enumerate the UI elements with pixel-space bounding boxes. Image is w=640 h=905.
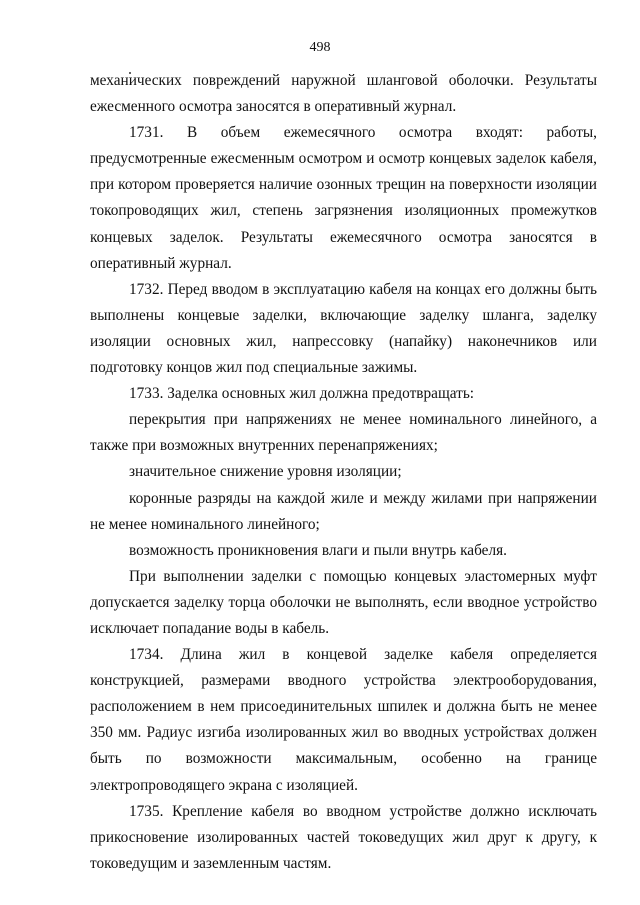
- list-item-moisture: возможность проникновения влаги и пыли внутрь кабеля.: [129, 541, 507, 559]
- list-item-overlap: перекрытия при напряжениях не менее номинального линейного, а также при возможных внутренних перенапряжениях;: [90, 411, 597, 455]
- paragraph-elastomer-sleeves: При выполнении заделки с помощью концевых эластомерных муфт допускается заделку торца оболочки не выполнять, если вводное устройство исключает попадание воды в кабель.: [90, 567, 597, 637]
- list-item-insulation: значительное снижение уровня изоляции;: [129, 463, 402, 481]
- paragraph-1732: 1732. Перед вводом в эксплуатацию кабеля на концах его должны быть выполнены концевые заделки, включающие заделку шланга, заделку изоляции основных жил, напрессовку (напайку) наконечников или подготовку концов жил под специальные зажимы.: [90, 280, 597, 377]
- paragraph-1734: 1734. Длина жил в концевой заделке кабеля определяется конструкцией, размерами вводного устройства электрооборудования, расположением в нем присоединительных шпилек и должна быть не менее 350 мм. Радиус изгиба изолированных жил во вводных устройствах должен быть по возможности максимальным, особенно на границе электропроводящего экрана с изоляцией.: [90, 646, 597, 794]
- page-number: 498: [309, 40, 331, 55]
- paragraph-1731: 1731. В объем ежемесячного осмотра входят: работы, предусмотренные ежесменным осмотром и осмотр концевых заделок кабеля, при котором проверяется наличие озонных трещин на поверхности изоляции токопроводящих жил, степень загрязнения изоляционных промежутков концевых заделок. Результаты ежемесячного осмотра заносятся в оперативный журнал.: [90, 124, 597, 272]
- paragraph-1733: 1733. Заделка основных жил должна предотвращать:: [129, 385, 475, 403]
- paragraph-continuation: механических повреждений наружной шланговой оболочки. Результаты ежесменного осмотра заносятся в оперативный журнал.: [90, 72, 597, 116]
- list-item-corona: коронные разряды на каждой жиле и между жилами при напряжении не менее номинального линейного;: [90, 489, 597, 533]
- document-body: [90, 68, 597, 877]
- paragraph-1735: 1735. Крепление кабеля во вводном устройстве должно исключать прикосновение изолированных частей токоведущих жил друг к другу, к токоведущим и заземленным частям.: [90, 802, 597, 872]
